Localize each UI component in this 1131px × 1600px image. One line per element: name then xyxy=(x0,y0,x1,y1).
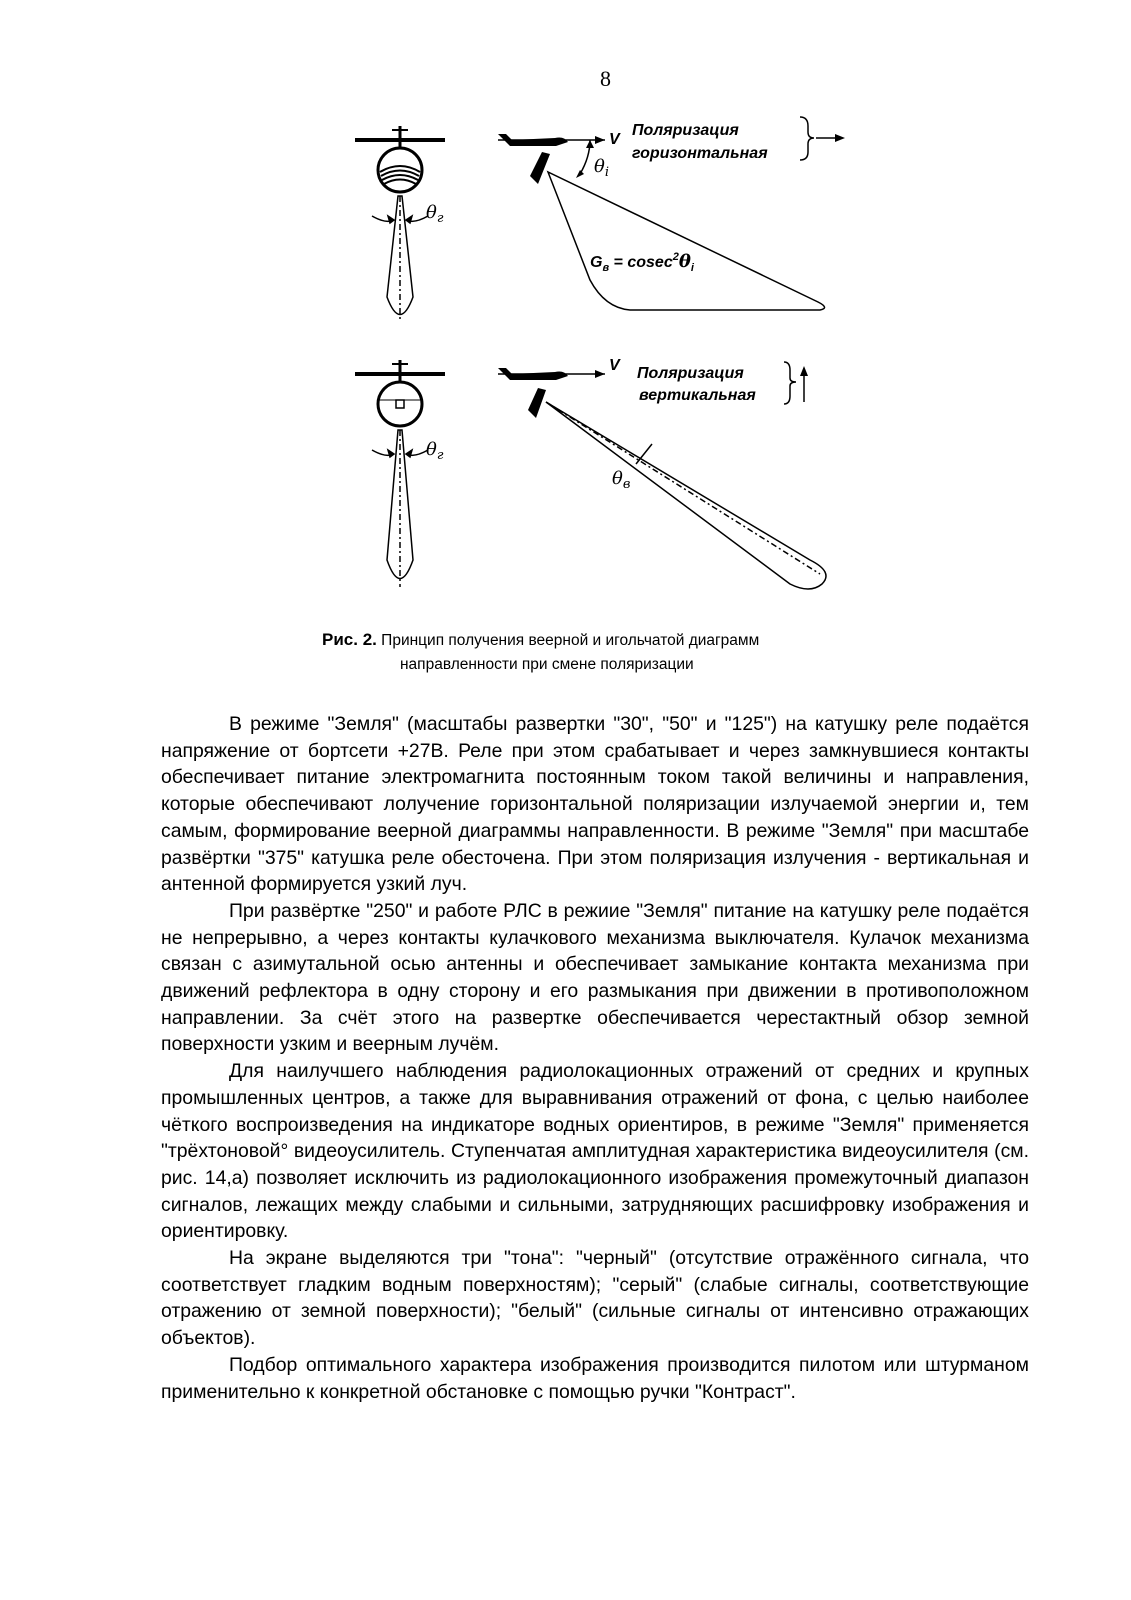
v-label-top: V xyxy=(609,131,620,148)
paragraph: Для наилучшего наблюдения радиолокационных отражений от средних и крупных промышленных центров, а также для выравнивания отражений от фона, с целью наиболее чёткого воспроизведения на индикаторе водных ориентиров, в режиме "Земля" применяется "трёхтоновой° видеоусилитель. Ступенчатая амплитудная характеристика видеоусилителя (см. рис. 14,а) позволяет исключить из радиолокационного изображения промежуточный диапазон сигналов, лежащих между слабыми и сильными, затрудняющих расшифровку изображения и ориентировку. xyxy=(161,1060,1029,1243)
pencil-beam-bottom xyxy=(372,430,428,587)
aircraft-side-view-top xyxy=(498,134,605,184)
polarization-vertical-line2: вертикальная xyxy=(639,387,756,404)
paragraph: На экране выделяются три "тона": "черный" (отсутствие отражённого сигнала, что соответствует гладким водным поверхностям); "серый" (слабые сигналы, соответствующие отражению от земной поверхности); "белый" (сильные сигналы от интенсивно отражающих объектов). xyxy=(161,1247,1029,1350)
polarization-diagram xyxy=(350,112,850,622)
polarization-horizontal-line1: Поляризация xyxy=(632,122,739,139)
aircraft-side-view-bottom xyxy=(498,368,605,418)
caption-line-1: Принцип получения веерной и игольчатой диаграмм xyxy=(376,632,760,649)
cosec-beam xyxy=(548,172,825,310)
fan-beam-top xyxy=(372,196,428,322)
theta-i-label: $\theta_i$ xyxy=(594,156,610,180)
caption-line-2: направленности при смене поляризации xyxy=(400,656,694,673)
paragraph: Подбор оптимального характера изображения производится пилотом или штурманом применительно к конкретной обстановке с помощью ручки "Контраст". xyxy=(161,1353,1029,1403)
paragraph: При развёртке "250" и работе РЛС в режиие "Земля" питание на катушку реле подаётся не непрерывно, а через контакты кулачкового механизма выключателя. Кулачок механизма связан с азимутальной осью антенны и обеспечивает замыкание контакта механизма при движений рефлектора в одну сторону и его размыкания при движении в противоположном направлении. За счёт этого на развертке обеспечивается черестактный обзор земной поверхности узким и веерным лучём. xyxy=(161,899,1029,1056)
figure-caption xyxy=(322,628,882,677)
theta-v-label: $\theta_в$ xyxy=(612,468,631,492)
theta-g-label-bottom: $\theta_г$ xyxy=(426,439,444,463)
v-label-bottom: V xyxy=(609,357,620,374)
aircraft-front-view-bottom xyxy=(355,360,445,426)
cosec-formula: $G_в = cosec^2\theta_i$ xyxy=(590,251,694,274)
theta-g-label-top: $\theta_г$ xyxy=(426,202,444,226)
figure-2 xyxy=(350,112,850,622)
body-text xyxy=(161,711,1029,1405)
paragraph: В режиме "Земля" (масштабы развертки "30", "50" и "125") на катушку реле подаётся напряжение от бортсети +27В. Реле при этом срабатывает и через замкнувшиеся контакты обеспечивает питание электромагнита постоянным током такой величины и направления, которые обеспечивают лолучение горизонтальной поляризации излучаемой энергии и, тем самым, формирование веерной диаграммы направленности. В режиме "Земля" при масштабе развёртки "375" катушка реле обесточена. При этом поляризация излучения - вертикальная и антенной формируется узкий луч. xyxy=(161,713,1029,896)
brace-top xyxy=(800,117,814,160)
page-number: 8 xyxy=(600,66,611,91)
narrow-beam xyxy=(546,402,826,589)
figure-label: Рис. 2. xyxy=(322,630,377,649)
polarization-vertical-line1: Поляризация xyxy=(637,365,744,382)
aircraft-front-view-top xyxy=(355,126,445,192)
polarization-horizontal-line2: горизонтальная xyxy=(632,145,768,162)
brace-bottom xyxy=(784,362,796,404)
